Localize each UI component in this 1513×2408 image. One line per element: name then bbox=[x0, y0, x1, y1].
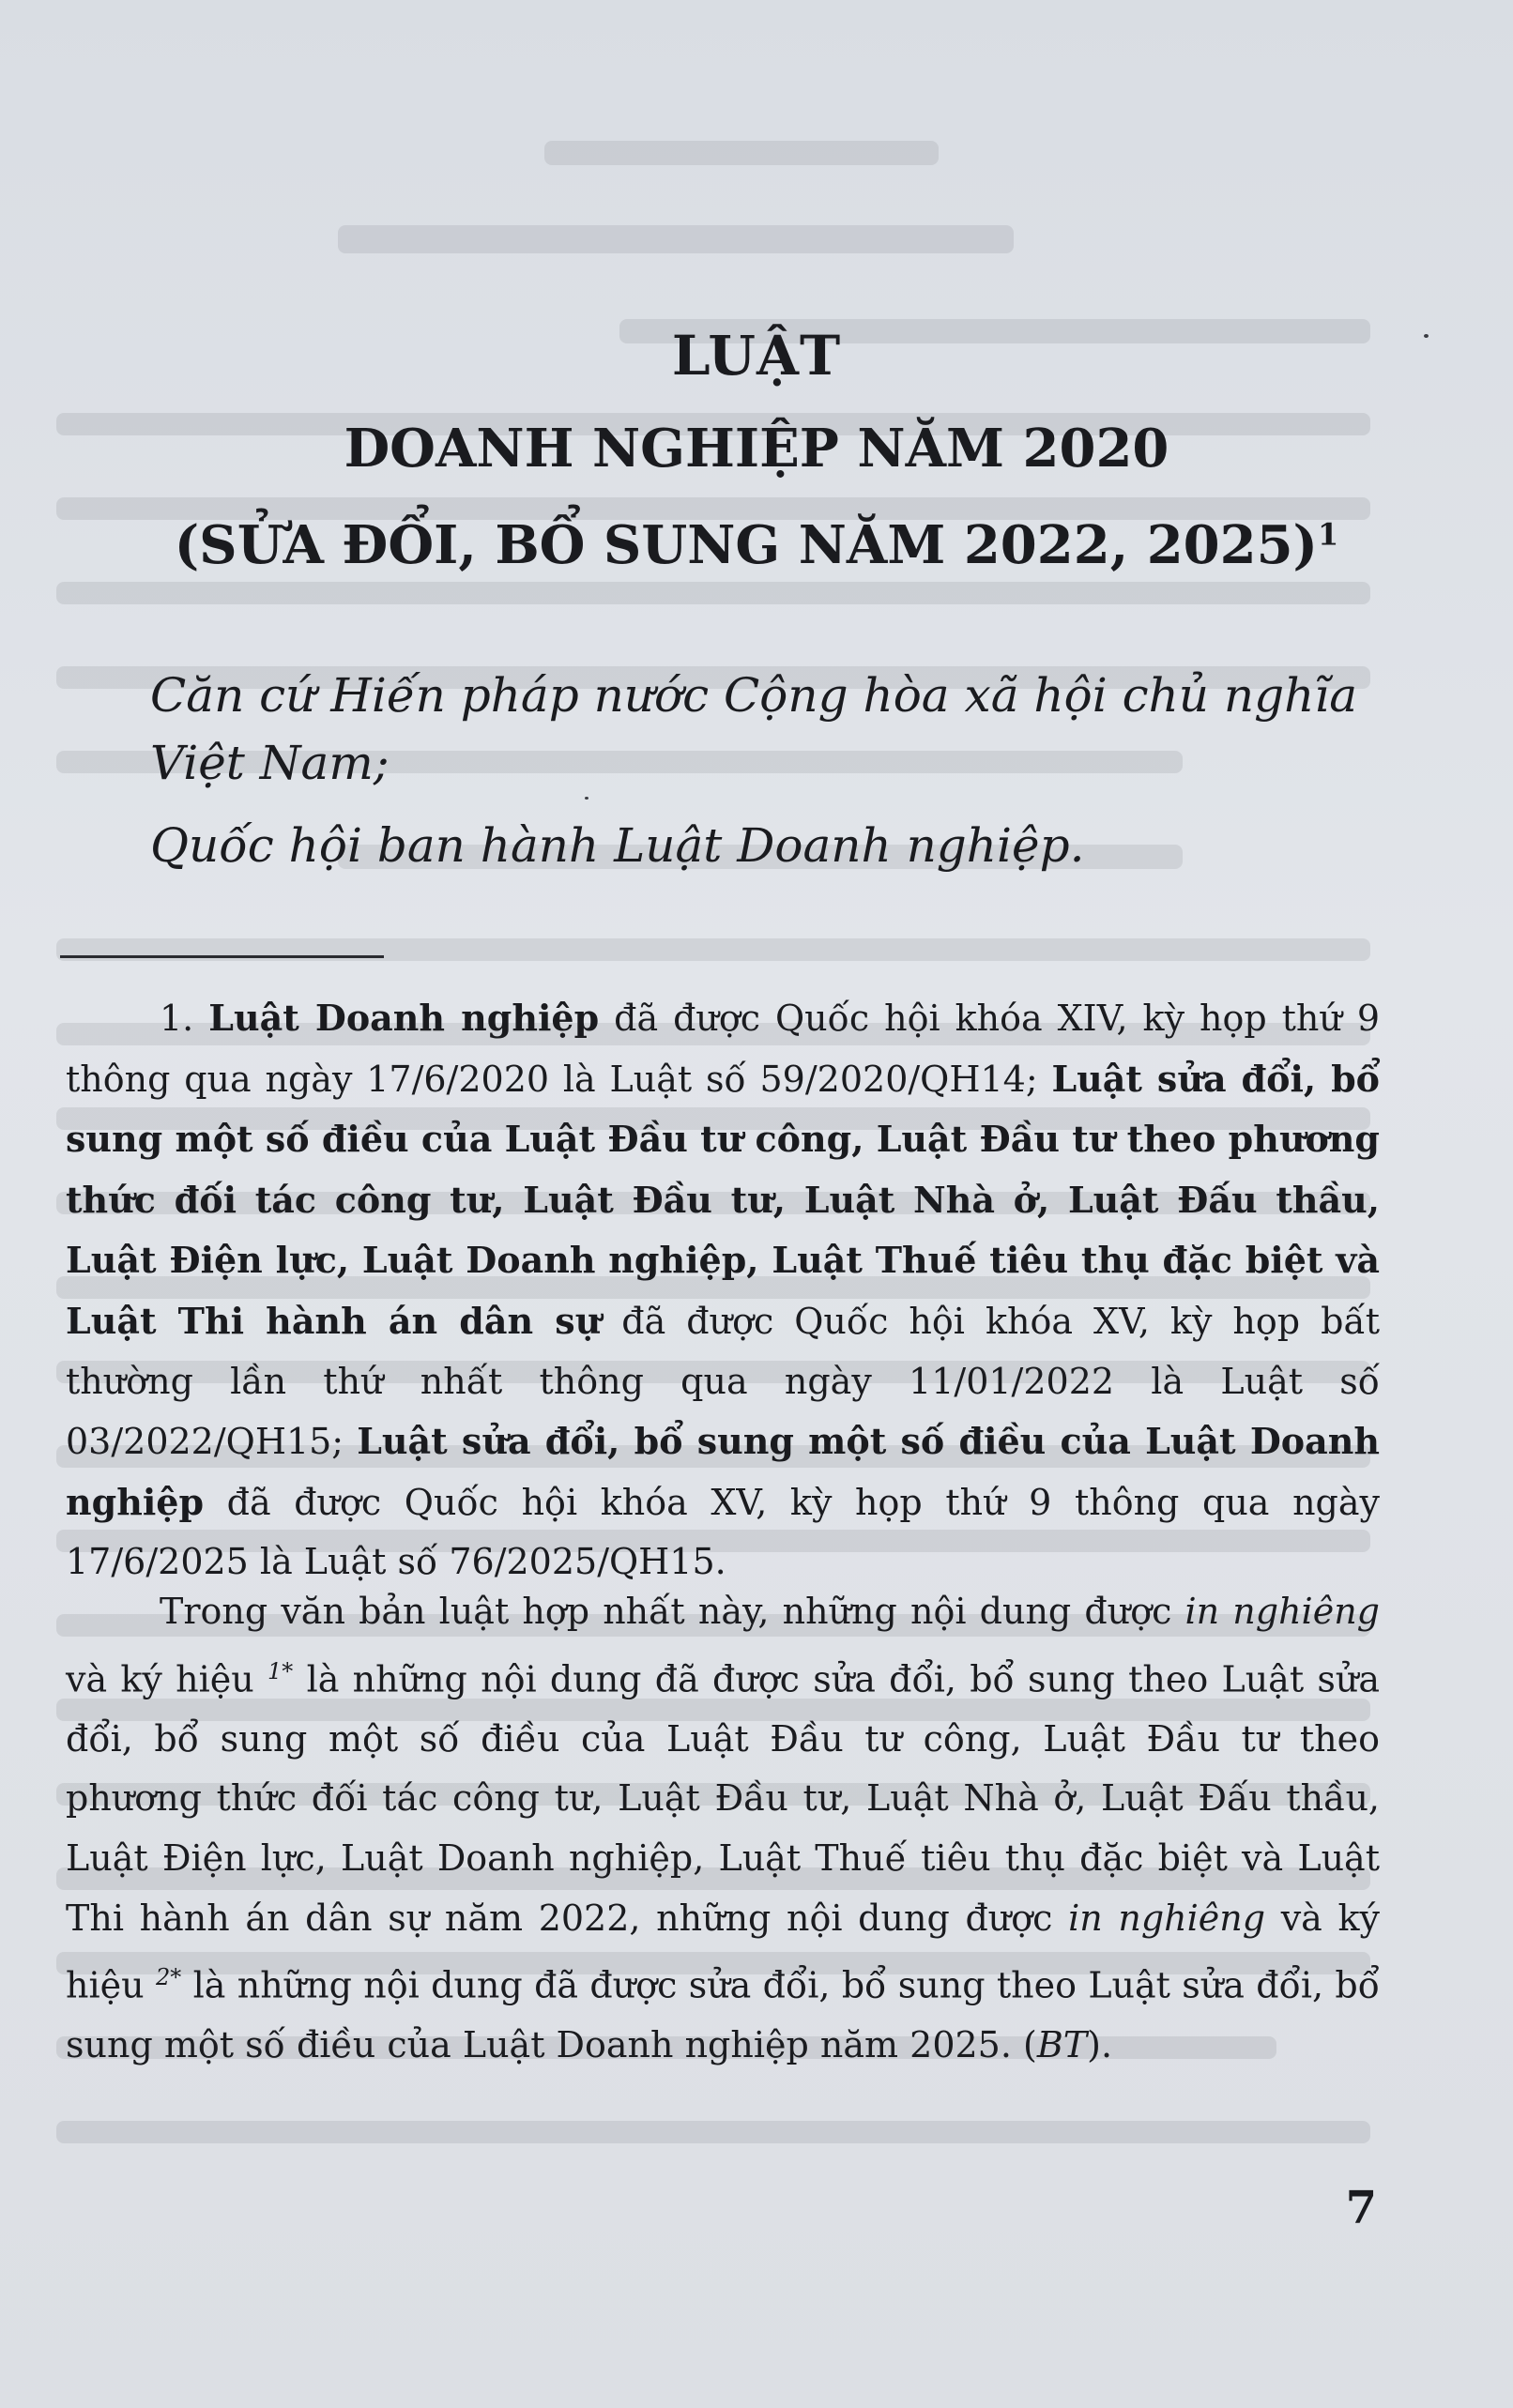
note-text-2: và ký hiệu bbox=[66, 1658, 268, 1700]
paper-speck bbox=[1424, 334, 1429, 338]
footnote-1-number: 1. bbox=[160, 998, 209, 1039]
note-italic-1: in nghiêng bbox=[1184, 1591, 1380, 1632]
preamble-constitution: Căn cứ Hiến pháp nước Cộng hòa xã hội chủ nghĩa Việt Nam; bbox=[150, 668, 1358, 790]
law-title-word: LUẬT bbox=[671, 324, 842, 388]
law-title-amendment-text: (SỬA ĐỔI, BỔ SUNG NĂM 2022, 2025) bbox=[174, 514, 1319, 576]
note-symbol-2: 2* bbox=[155, 1964, 182, 1991]
footnote-1-text-2: đã được Quốc hội khóa XV, kỳ họp bất thường lần thứ nhất thông qua ngày 11/01/2022 là Luật số 03/2022/QH15; bbox=[66, 1300, 1381, 1463]
note-symbol-1: 1* bbox=[267, 1657, 294, 1684]
page-number: 7 bbox=[1345, 2182, 1377, 2234]
note-text-1: Trong văn bản luật hợp nhất này, những nội dung được bbox=[160, 1591, 1185, 1632]
note-text-5: là những nội dung đã được sửa đổi, bổ sung theo Luật sửa đổi, bổ sung một số điều của Luật Doanh nghiệp năm 2025. ( bbox=[66, 1964, 1380, 2066]
law-title-name: DOANH NGHIỆP NĂM 2020 bbox=[344, 418, 1169, 480]
note-text-6: ). bbox=[1087, 2024, 1113, 2066]
footnote-1-bold-3: Luật sửa đổi, bổ sung một số điều của Luật Doanh nghiệp bbox=[66, 1420, 1380, 1523]
footnote-ref-marker: 1 bbox=[1318, 516, 1339, 553]
footnote-1-text-3: đã được Quốc hội khóa XV, kỳ họp thứ 9 thông qua ngày 17/6/2025 là Luật số 76/2025/QH15. bbox=[66, 1481, 1380, 1583]
note-text-4: và ký hiệu bbox=[66, 1897, 1380, 2006]
footnote-1-bold-1: Luật Doanh nghiệp bbox=[208, 997, 600, 1039]
note-text-3: là những nội dung đã được sửa đổi, bổ sung theo Luật sửa đổi, bổ sung một số điều của Luật Đầu tư công, Luật Đầu tư theo phương thức đối tác công tư, Luật Đầu tư, Luật Nhà ở, Luật Đấu thầu, Luật Điện lực, Luật Doanh nghiệp, Luật Thuế tiêu thụ đặc biệt và Luật Thi hành án dân sự năm 2022, những nội dung được bbox=[66, 1658, 1380, 1939]
footnote-1-text-1: đã được Quốc hội khóa XIV, kỳ họp thứ 9 thông qua ngày 17/6/2020 là Luật số 59/2020/QH14; bbox=[66, 998, 1381, 1100]
footnote-1-bold-2: Luật sửa đổi, bổ sung một số điều của Luật Đầu tư công, Luật Đầu tư theo phương thức đối tác công tư, Luật Đầu tư, Luật Nhà ở, Luật Đấu thầu, Luật Điện lực, Luật Doanh nghiệp, Luật Thuế tiêu thụ đặc biệt và Luật Thi hành án dân sự bbox=[66, 1057, 1380, 1342]
preamble-enactment: Quốc hội ban hành Luật Doanh nghiệp. bbox=[150, 818, 1085, 873]
paper-speck bbox=[585, 797, 588, 800]
footnote-consolidation-note bbox=[66, 1582, 1380, 2076]
note-italic-2: in nghiêng bbox=[1068, 1897, 1266, 1939]
law-title-amendment bbox=[0, 514, 1513, 576]
footnote-divider bbox=[60, 955, 384, 958]
footnote-1 bbox=[66, 988, 1380, 1593]
note-italic-3: BT bbox=[1036, 2024, 1088, 2066]
